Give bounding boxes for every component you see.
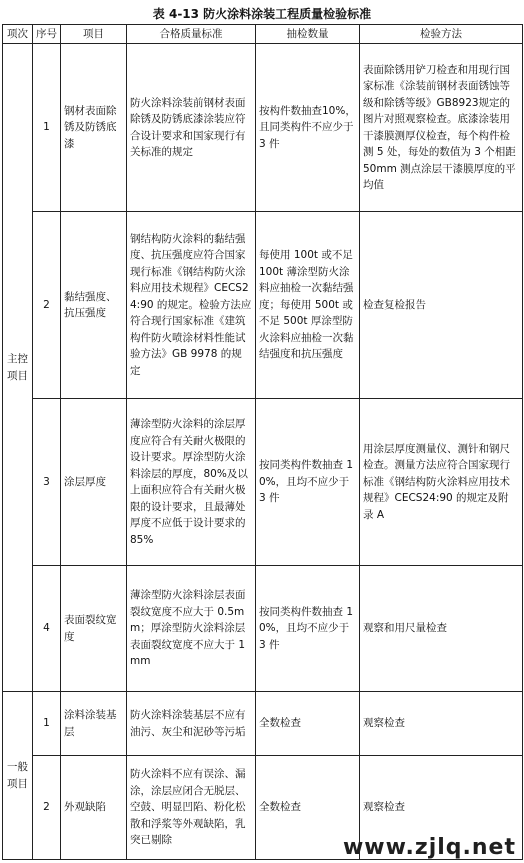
row-item: 钢材表面除锈及防锈底漆 [61,44,127,212]
header-method: 检验方法 [360,25,523,44]
row-standard: 防火涂料涂装基层不应有油污、灰尘和泥砂等污垢 [127,692,256,756]
row-standard: 薄涂型防火涂料的涂层厚度应符合有关耐火极限的设计要求。厚涂型防火涂料涂层的厚度，80%及以上面积应符合有关耐火极限的设计要求，且最薄处厚度不应低于设计要求的 85% [127,399,256,566]
row-method: 检查复检报告 [360,212,523,399]
row-item: 外观缺陷 [61,756,127,860]
row-method: 观察检查 [360,756,523,860]
site-watermark: www.zjlq.net [342,835,516,860]
row-no: 3 [33,399,61,566]
row-quantity: 按同类构件数抽查 10%，且均不应少于 3 件 [256,566,360,692]
row-quantity: 按构件数抽查10%，且同类构件不应少于 3 件 [256,44,360,212]
header-item: 项目 [61,25,127,44]
row-standard: 防火涂料不应有误涂、漏涂，涂层应闭合无脱层、空鼓、明显凹陷、粉化松散和浮浆等外观缺陷，乳突已剔除 [127,756,256,860]
header-category: 项次 [3,25,33,44]
row-method: 表面除锈用铲刀检查和用现行国家标准《涂装前钢材表面锈蚀等级和除锈等级》GB8923规定的图片对照观察检查。底漆涂装用干漆膜测厚仪检查，每个构件检测 5 处，每处的数值为 3 个相距 50mm 测点涂层干漆膜厚度的平均值 [360,44,523,212]
row-quantity: 按同类构件数抽查 10%，且均不应少于 3 件 [256,399,360,566]
row-item: 表面裂纹宽度 [61,566,127,692]
quality-standard-table [2,24,523,860]
row-method: 观察检查 [360,692,523,756]
header-row [3,25,523,44]
row-quantity: 每使用 100t 或不足 100t 薄涂型防火涂料应抽检一次黏结强度；每使用 500t 或不足 500t 厚涂型防火涂料应抽检一次黏结强度和抗压强度 [256,212,360,399]
row-method: 用涂层厚度测量仪、测针和钢尺检查。测量方法应符合国家现行标准《钢结构防火涂料应用技术规程》CECS24:90 的规定及附录 A [360,399,523,566]
table-row [3,692,523,756]
row-no: 2 [33,212,61,399]
row-no: 1 [33,692,61,756]
row-method: 观察和用尺量检查 [360,566,523,692]
table-row [3,212,523,399]
header-no: 序号 [33,25,61,44]
row-standard: 薄涂型防火涂料涂层表面裂纹宽度不应大于 0.5mm；厚涂型防火涂料涂层表面裂纹宽度不应大于 1mm [127,566,256,692]
row-no: 2 [33,756,61,860]
header-standard: 合格质量标准 [127,25,256,44]
row-no: 1 [33,44,61,212]
table-row [3,399,523,566]
row-item: 涂层厚度 [61,399,127,566]
row-quantity: 全数检查 [256,692,360,756]
row-no: 4 [33,566,61,692]
row-item: 黏结强度、抗压强度 [61,212,127,399]
table-row [3,44,523,212]
table-row [3,566,523,692]
table-title: 表 4-13 防火涂料涂装工程质量检验标准 [152,7,372,21]
header-quantity: 抽检数量 [256,25,360,44]
row-standard: 钢结构防火涂料的黏结强度、抗压强度应符合国家现行标准《钢结构防火涂料应用技术规程》CECS24:90 的规定。检验方法应符合现行国家标准《建筑构件防火喷涂材料性能试验方法》GB 9978 的规定 [127,212,256,399]
row-standard: 防火涂料涂装前钢材表面除锈及防锈底漆涂装应符合设计要求和国家现行有关标准的规定 [127,44,256,212]
row-item: 涂料涂装基层 [61,692,127,756]
row-quantity: 全数检查 [256,756,360,860]
category-general: 一般项目 [3,692,33,860]
category-main-control: 主控项目 [3,44,33,692]
